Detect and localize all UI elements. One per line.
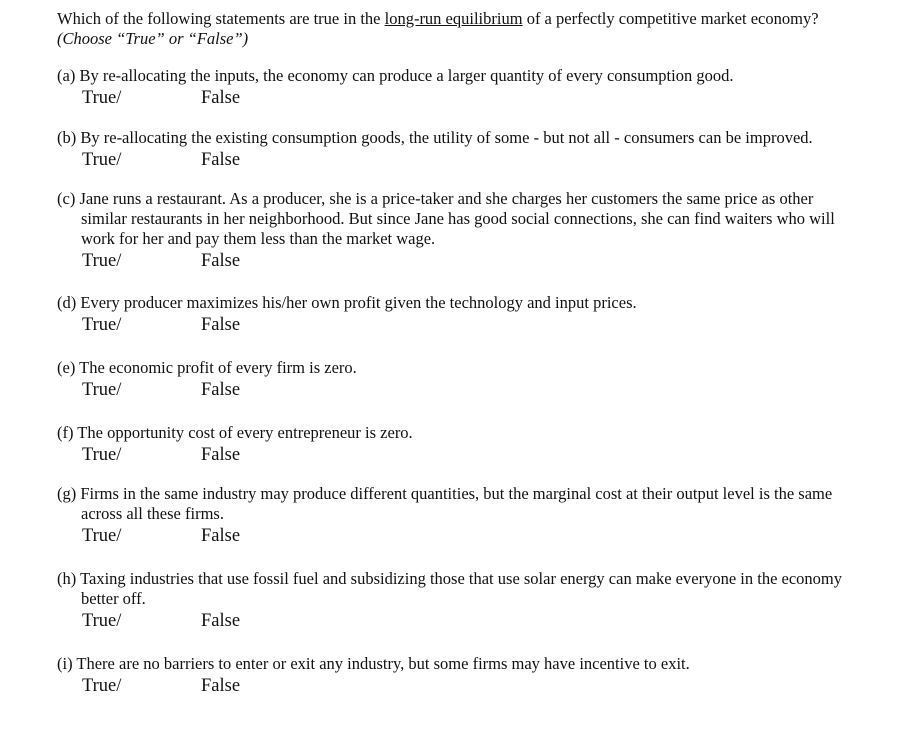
question-text: (c) Jane runs a restaurant. As a producer, she is a price-taker and she charges her customers the same price as other similar restaurants in her neighborhood. But since Jane has good social connections, she can find waiters who will work for her and pay them less than the market wage. [57,189,835,248]
question-text: (g) Firms in the same industry may produce different quantities, but the marginal cost at their output level is the same across all these firms. [57,484,833,523]
intro-tail: of a perfectly competitive market economy? [522,9,819,28]
false-option[interactable]: False [201,445,241,465]
false-option[interactable]: False [201,88,241,108]
true-option[interactable]: True/ [82,676,122,696]
answer-options [82,250,857,272]
false-option[interactable]: False [201,315,241,335]
true-option[interactable]: True/ [82,526,122,546]
answer-options [82,149,857,171]
true-option[interactable]: True/ [82,445,122,465]
question-i [57,654,857,697]
question-a [57,66,857,109]
false-option[interactable]: False [201,251,241,271]
answer-options [82,610,857,632]
question-text: (b) By re-allocating the existing consumption goods, the utility of some - but not all - consumers can be improved. [57,128,813,147]
answer-options [82,379,857,401]
question-e [57,358,857,401]
intro-lead: Which of the following statements are true in the [57,9,385,28]
false-option[interactable]: False [201,380,241,400]
true-option[interactable]: True/ [82,380,122,400]
question-text: (f) The opportunity cost of every entrepreneur is zero. [57,423,413,442]
answer-options [82,87,857,109]
question-c [57,189,857,272]
true-option[interactable]: True/ [82,611,122,631]
question-text: (e) The economic profit of every firm is zero. [57,358,357,377]
answer-options [82,444,857,466]
question-text: (d) Every producer maximizes his/her own profit given the technology and input prices. [57,293,637,312]
answer-options [82,525,857,547]
question-text: (a) By re-allocating the inputs, the economy can produce a larger quantity of every consumption good. [57,66,734,85]
true-option[interactable]: True/ [82,315,122,335]
false-option[interactable]: False [201,676,241,696]
intro-underlined-term: long-run equilibrium [384,9,523,28]
true-option[interactable]: True/ [82,88,122,108]
true-option[interactable]: True/ [82,251,122,271]
true-option[interactable]: True/ [82,150,122,170]
intro-instruction: (Choose “True” or “False”) [57,29,249,48]
answer-options [82,675,857,697]
question-f [57,423,857,466]
question-text: (i) There are no barriers to enter or exit any industry, but some firms may have incentive to exit. [57,654,690,673]
question-text: (h) Taxing industries that use fossil fuel and subsidizing those that use solar energy can make everyone in the economy better off. [57,569,842,608]
false-option[interactable]: False [201,611,241,631]
question-intro [57,9,887,49]
false-option[interactable]: False [201,526,241,546]
false-option[interactable]: False [201,150,241,170]
question-b [57,128,857,171]
answer-options [82,314,857,336]
question-d [57,293,857,336]
question-g [57,484,857,547]
question-h [57,569,857,632]
